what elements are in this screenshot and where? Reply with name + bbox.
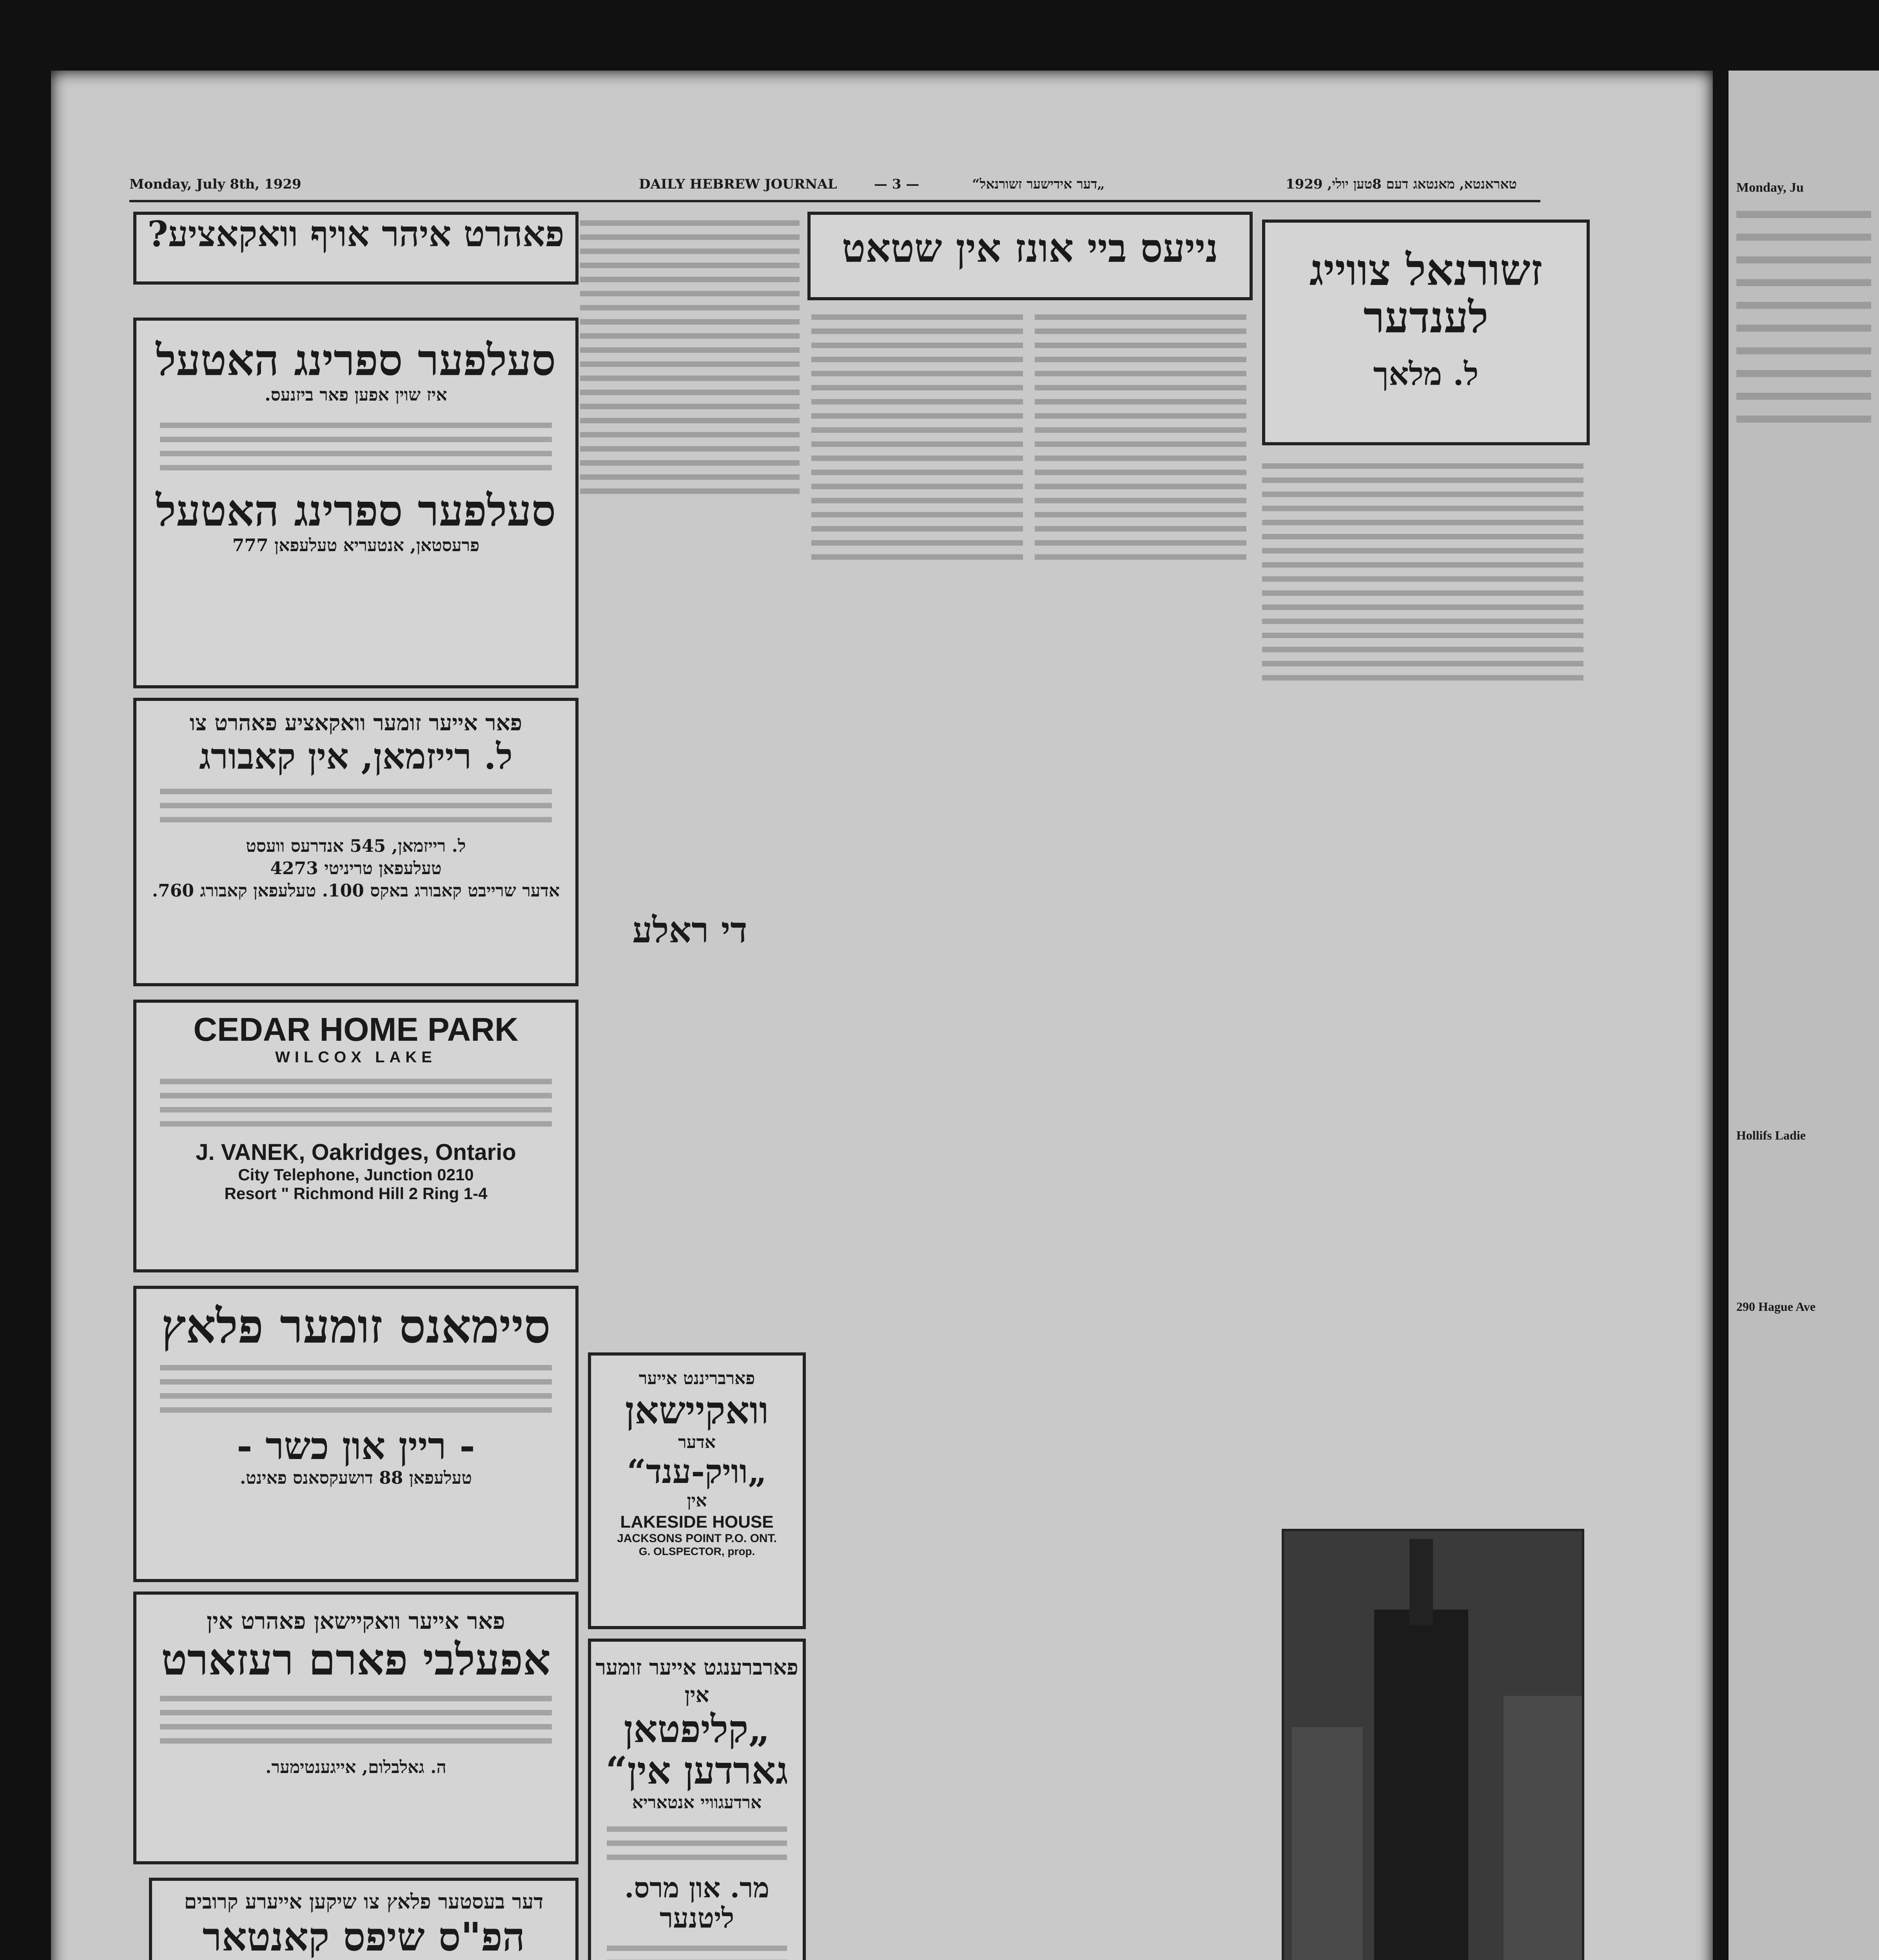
nyc-building-photo xyxy=(1282,1529,1584,1960)
simons-title: סיימאנס זומער פלאץ xyxy=(161,1299,551,1354)
column-3-text xyxy=(811,306,1023,1960)
cedar-home-park-ad xyxy=(133,1000,579,1272)
cedar-sub: WILCOX LAKE xyxy=(275,1049,437,1066)
header-paper-en: DAILY HEBREW JOURNAL xyxy=(639,176,837,192)
lakeside-prop: G. OLSPECTOR, prop. xyxy=(638,1545,755,1557)
lakeside-house-ad xyxy=(588,1352,806,1629)
zhurnal-title: זשורנאל צווייג לענדער xyxy=(1309,245,1543,343)
reisman-ad xyxy=(133,698,579,986)
appleby-title: אפעלבי פארם רעזארט xyxy=(161,1634,551,1685)
column-2-text xyxy=(580,212,800,1388)
header-date-en: Monday, July 8th, 1929 xyxy=(129,176,301,192)
column-5-text xyxy=(1262,455,1583,1513)
header-paper-yi: „דער אידישער זשורנאל“ xyxy=(972,176,1105,192)
lakeside-mid: אדער xyxy=(678,1432,716,1452)
spring-hotel-footer: פרעסטאן, אנטעריא טעלעפאן 777 xyxy=(232,535,480,556)
simons-ad xyxy=(133,1286,579,1582)
ship-office-ad xyxy=(149,1878,579,1960)
simons-phone: טעלעפאן 88 דושעקסאנס פאינט. xyxy=(239,1468,472,1488)
klipton-sub: ארדעגוויי אנטאריא xyxy=(632,1792,762,1813)
reisman-addr: ל. רייזמאן, 545 אנדרעס וועסט xyxy=(246,836,466,856)
klipton-ad xyxy=(588,1639,806,1960)
spring-hotel-title: סעלפער ספרינג האטעל xyxy=(156,335,556,385)
cedar-city-phone: City Telephone, Junction 0210 xyxy=(238,1165,474,1184)
rolla-heading: די ראלע xyxy=(632,909,747,951)
vacation-question-ad xyxy=(133,212,579,285)
news-headline: נייעס ביי אונז אין שטאט xyxy=(842,225,1219,271)
ship-top: דער בעסטער פלאץ צו שיקען אייערע קרובים xyxy=(184,1890,544,1914)
ship-title: הפ"ס שיפס קאנטאר xyxy=(202,1913,525,1960)
spring-hotel-title-2: סעלפער ספרינג האטעל xyxy=(156,485,556,536)
lakeside-addr: JACKSONS POINT P.O. ONT. xyxy=(617,1532,777,1545)
appleby-footer: ה. גאלבלום, אייגענטימער. xyxy=(265,1757,446,1778)
adjacent-ad-name: Hollifs Ladie xyxy=(1736,1128,1806,1142)
reisman-top: פאר אייער זומער וואקאציע פאהרט צו xyxy=(189,710,522,736)
lakeside-weekend: „וויק-ענד“ xyxy=(627,1452,767,1491)
adjacent-addr: 290 Hague Ave xyxy=(1736,1299,1816,1314)
spring-hotel-sub: איז שוין אפען פאר ביזנעס. xyxy=(265,385,447,405)
spring-hotel-ad xyxy=(133,318,579,688)
zhurnal-author: ל. מלאך xyxy=(1373,356,1479,392)
lakeside-name: LAKESIDE HOUSE xyxy=(620,1512,774,1532)
reisman-footer: אדער שרייבט קאבורג באקס 100. טעלעפאן קאבורג 760. xyxy=(152,881,560,901)
lakeside-top: פארבריננט אייער xyxy=(638,1368,755,1388)
header-date-yi: טאראנטא, מאנטאג דעם 8טען יולי, 1929 xyxy=(1286,176,1517,192)
cedar-resort-phone: Resort " Richmond Hill 2 Ring 1-4 xyxy=(224,1184,488,1203)
news-headline-box xyxy=(807,212,1253,300)
zhurnal-box xyxy=(1262,220,1590,445)
reisman-phone: טעלעפאן טריניטי 4273 xyxy=(270,858,442,878)
cedar-title: CEDAR HOME PARK xyxy=(193,1011,519,1048)
lakeside-in: אין xyxy=(687,1491,707,1511)
cedar-owner: J. VANEK, Oakridges, Ontario xyxy=(196,1140,516,1165)
header-page-no: — 3 — xyxy=(874,176,920,192)
klipton-title: „קליפטאן גארדען אין“ xyxy=(606,1707,788,1793)
lakeside-title: וואקיישאן xyxy=(625,1388,769,1433)
page-header xyxy=(129,172,1540,202)
reisman-name: ל. רייזמאן, אין קאבורג xyxy=(199,735,513,777)
klipton-owner: מר. און מרס. ליטנער xyxy=(624,1871,769,1934)
column-4-text xyxy=(1035,306,1246,1960)
appleby-farm-ad xyxy=(133,1592,579,1864)
klipton-top: פארברענגט אייער זומער אין xyxy=(595,1655,798,1708)
simons-kosher: - ריין און כשר - xyxy=(236,1424,475,1468)
adjacent-date: Monday, Ju xyxy=(1736,180,1804,195)
adjacent-page xyxy=(1728,71,1879,1960)
appleby-top: פאר אייער וואקיישאן פאהרט אין xyxy=(207,1608,505,1634)
vacation-question-title: פאהרט איהר אויף וואקאציע? xyxy=(147,213,564,255)
